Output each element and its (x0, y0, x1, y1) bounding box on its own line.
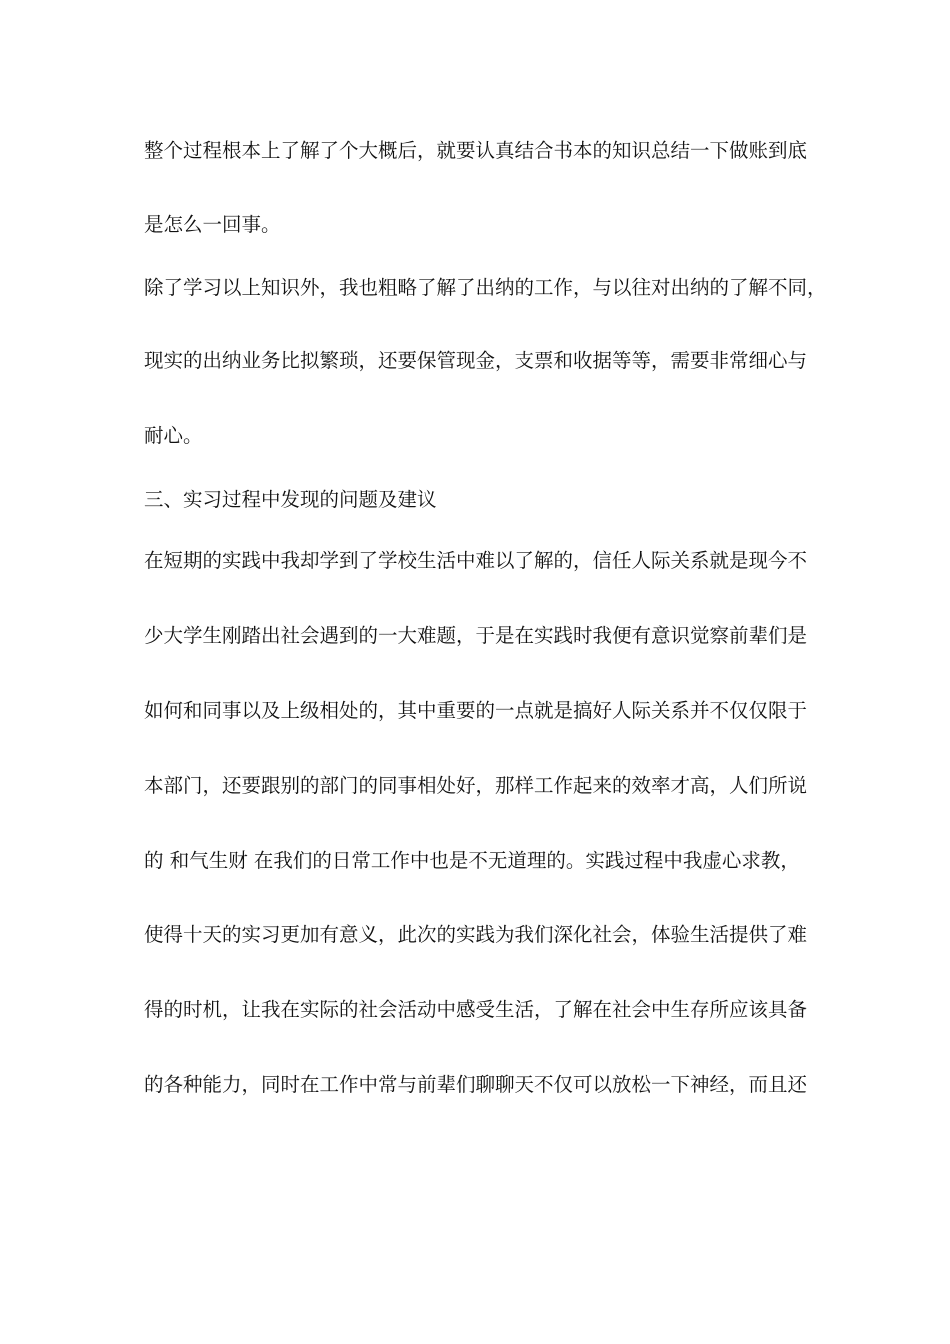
text-line: 少大学生刚踏出社会遇到的一大难题，于是在实践时我便有意识觉察前辈们是 (144, 624, 808, 647)
text-line: 除了学习以上知识外，我也粗略了解了出纳的工作，与以往对出纳的了解不同， (144, 276, 827, 299)
text-line: 在短期的实践中我却学到了学校生活中难以了解的，信任人际关系就是现今不 (144, 549, 808, 572)
text-line: 现实的出纳业务比拟繁琐，还要保管现金，支票和收据等等，需要非常细心与 (144, 349, 808, 372)
text-line: 使得十天的实习更加有意义，此次的实践为我们深化社会，体验生活提供了难 (144, 923, 808, 946)
section-heading: 三、实习过程中发现的问题及建议 (144, 488, 437, 511)
text-line: 得的时机，让我在实际的社会活动中感受生活，了解在社会中生存所应该具备 (144, 998, 808, 1021)
text-line: 本部门，还要跟别的部门的同事相处好，那样工作起来的效率才高，人们所说 (144, 774, 808, 797)
text-line: 是怎么一回事。 (144, 213, 281, 236)
text-line: 的各种能力，同时在工作中常与前辈们聊聊天不仅可以放松一下神经，而且还 (144, 1073, 808, 1096)
text-line: 如何和同事以及上级相处的，其中重要的一点就是搞好人际关系并不仅仅限于 (144, 699, 808, 722)
text-line: 耐心。 (144, 424, 203, 447)
text-line: 整个过程根本上了解了个大概后，就要认真结合书本的知识总结一下做账到底 (144, 139, 808, 162)
text-line: 的 和气生财 在我们的日常工作中也是不无道理的。实践过程中我虚心求教， (144, 849, 800, 872)
